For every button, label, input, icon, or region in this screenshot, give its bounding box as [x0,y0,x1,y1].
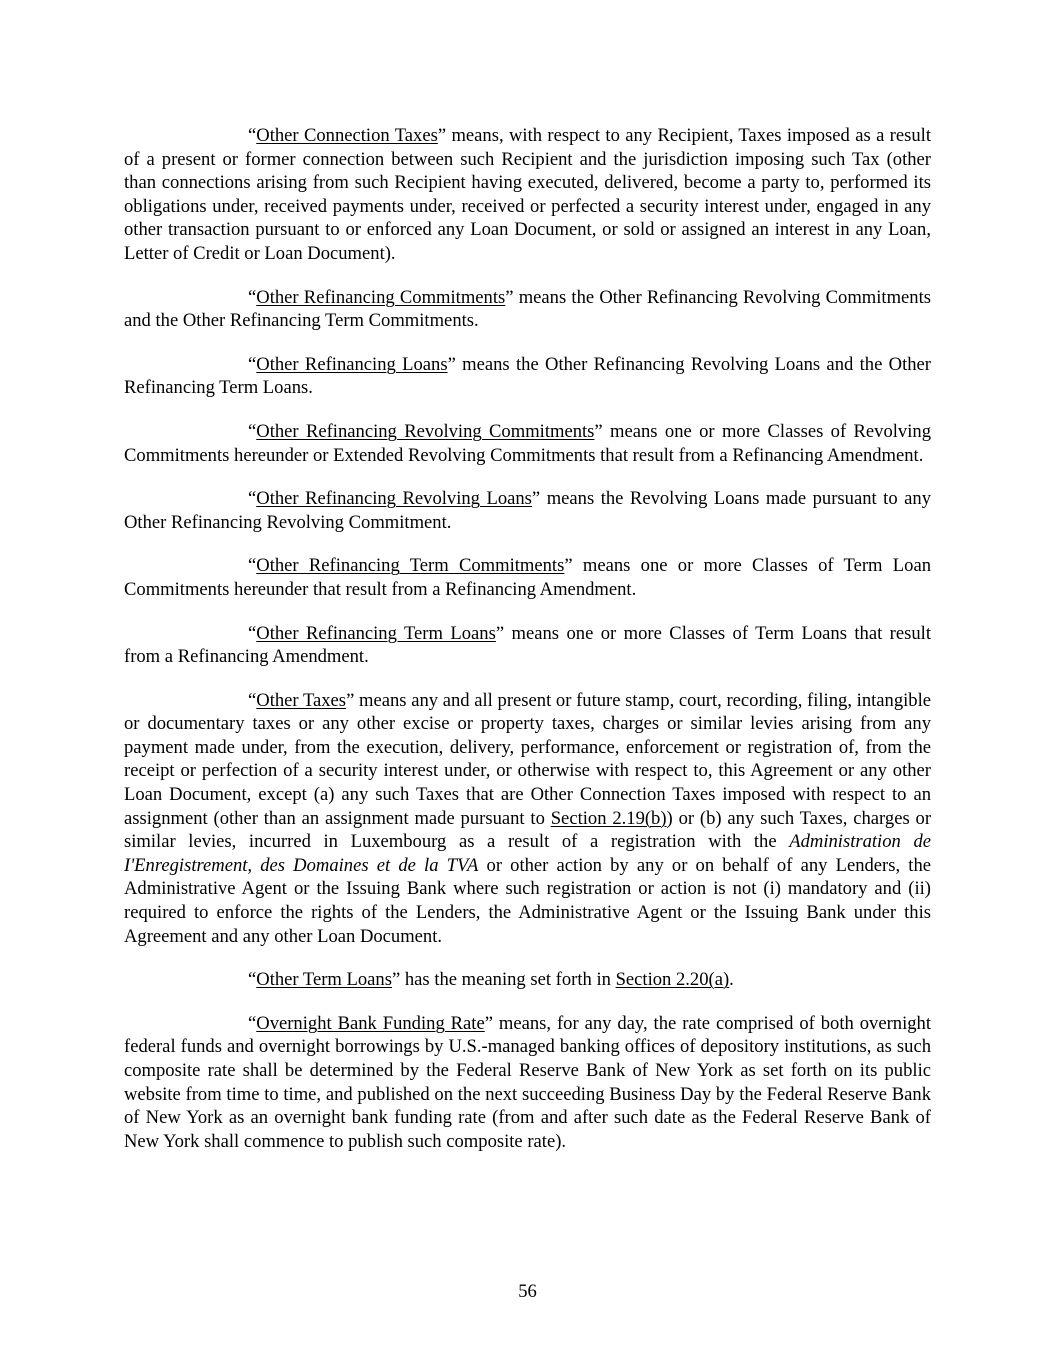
definition-text: means one or more Classes of Term Loans that result from a Refinancing Amendment. [124,622,931,668]
defined-term: Other Term Loans [256,969,392,991]
close-quote: ” [495,622,505,644]
definition-text: . [729,969,734,991]
definition-other-refinancing-revolving-commitments [124,420,931,467]
open-quote: “ [248,286,257,308]
definition-other-refinancing-term-loans [124,622,931,669]
definition-text: ) or (b) any such Taxes, charges or similar levies, incurred in Luxembourg as a result of a registration with the [124,807,932,853]
definition-text: means, with respect to any Recipient, Taxes imposed as a result of a present or former connection between such Recipient and the jurisdiction imposing such Tax (other than connections arising from such Recipient having executed, delivered, become a party to, performed its obligations under, received payments under, received or perfected a security interest under, engaged in any other transaction pursuant to or enforced any Loan Document, or sold or assigned an interest in any Loan, Letter of Credit or Loan Document). [124,125,931,264]
close-quote: ” [391,969,401,991]
defined-term: Other Taxes [256,689,347,711]
defined-term: Other Refinancing Term Commitments [256,555,565,577]
close-quote: ” [505,286,514,308]
definition-overnight-bank-funding-rate [124,1012,931,1154]
definition-other-refinancing-revolving-loans [124,487,931,534]
definition-text: means the Other Refinancing Revolving Loans and the Other Refinancing Term Loans. [124,353,931,399]
definition-other-refinancing-loans [124,353,931,400]
definition-text: or other action by any or on behalf of any Lenders, the Administrative Agent or the Issuing Bank where such registration or action is not (i) mandatory and (ii) required to enforce the rights of the Lenders, the Administrative Agent or the Issuing Bank under this Agreement and any other Loan Document. [124,854,931,947]
close-quote: ” [447,353,456,375]
defined-term: Other Refinancing Revolving Loans [256,488,532,510]
definition-text: means the Other Refinancing Revolving Commitments and the Other Refinancing Term Commitments. [124,286,931,332]
open-quote: “ [248,488,257,510]
open-quote: “ [248,689,257,711]
defined-term: Other Connection Taxes [256,125,438,146]
close-quote: ” [564,555,573,577]
italic-agency-name: Administration de I'Enregistrement, des Domaines et de la TVA [124,831,932,876]
defined-term: Overnight Bank Funding Rate [256,1012,485,1034]
section-reference: Section 2.19(b) [550,807,667,829]
definition-other-taxes [124,689,931,949]
close-quote: ” [594,420,603,442]
definition-text: has the meaning set forth in [400,969,616,991]
open-quote: “ [248,969,257,991]
close-quote: ” [484,1012,493,1034]
section-reference: Section 2.20(a) [615,969,730,991]
document-page [124,124,931,1173]
definition-other-refinancing-commitments [124,286,931,333]
definition-text: means, for any day, the rate comprised of both overnight federal funds and overnight borrowings by U.S.-managed banking offices of depository institutions, as such composite rate shall be determined by the Federal Reserve Bank of New York as set forth on its public website from time to time, and published on the next succeeding Business Day by the Federal Reserve Bank of New York as an overnight bank funding rate (from and after such date as the Federal Reserve Bank of New York shall commence to publish such composite rate). [124,1012,931,1152]
open-quote: “ [248,555,257,577]
page-number: 56 [518,1281,537,1302]
open-quote: “ [248,353,257,375]
definition-other-refinancing-term-commitments [124,554,931,601]
open-quote: “ [248,125,257,146]
close-quote: ” [531,488,541,510]
defined-term: Other Refinancing Term Loans [256,622,496,644]
definition-other-term-loans [124,968,931,992]
definition-text: means one or more Classes of Revolving Commitments hereunder or Extended Revolving Commitments that result from a Refinancing Amendment. [124,420,931,466]
open-quote: “ [248,622,257,644]
definition-text: means the Revolving Loans made pursuant to any Other Refinancing Revolving Commitment. [124,488,931,533]
defined-term: Other Refinancing Revolving Commitments [256,420,595,442]
close-quote: ” [346,689,355,711]
defined-term: Other Refinancing Commitments [256,286,506,308]
defined-term: Other Refinancing Loans [256,353,448,375]
definition-other-connection-taxes [124,124,931,266]
close-quote: ” [437,125,447,146]
definition-text: means any and all present or future stamp, court, recording, filing, intangible or documentary taxes or any other excise or property taxes, charges or similar levies arising from any payment made under, from the execution, delivery, performance, enforcement or registration of, from the receipt or perfection of a security interest under, or otherwise with respect to, this Agreement or any other Loan Document, except (a) any such Taxes that are Other Connection Taxes imposed with respect to an assignment (other than an assignment made pursuant to [124,689,932,829]
open-quote: “ [248,420,257,442]
open-quote: “ [248,1012,257,1034]
definition-text: means one or more Classes of Term Loan Commitments hereunder that result from a Refinancing Amendment. [124,555,931,600]
